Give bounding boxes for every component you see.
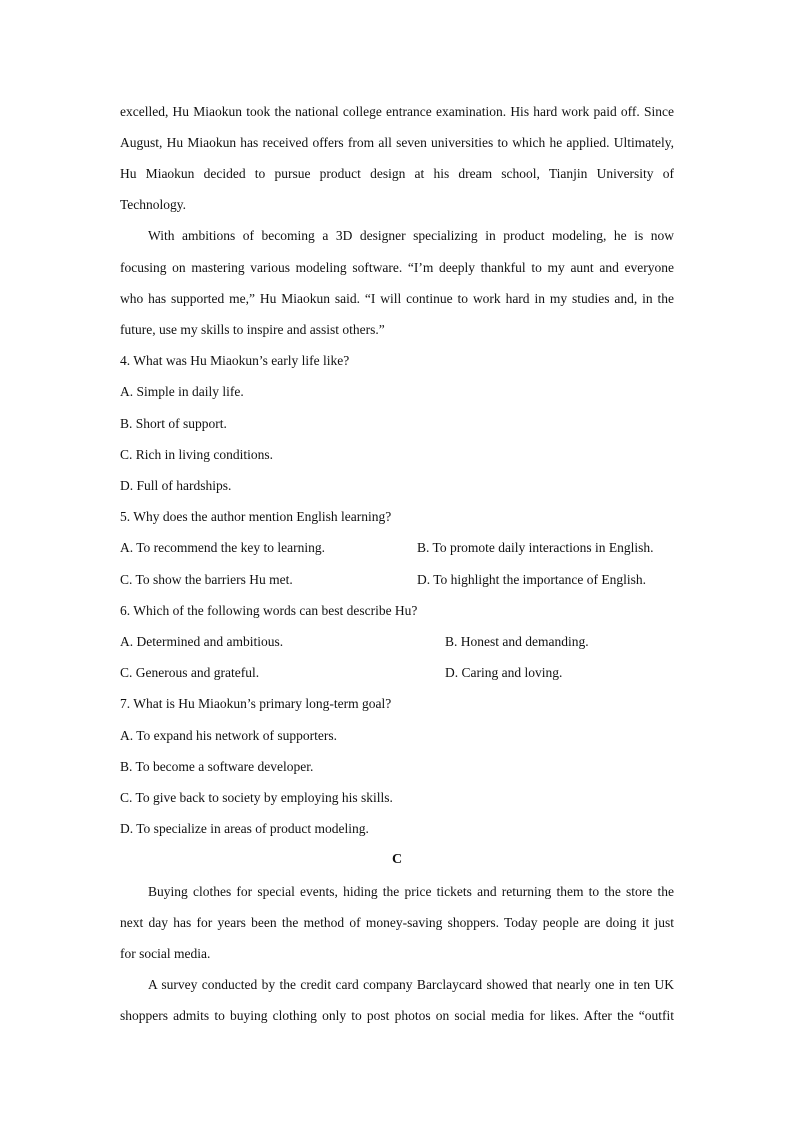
answer-option: D. To specialize in areas of product modeling. xyxy=(120,821,369,836)
passage-line: future, use my skills to inspire and assist others.” xyxy=(120,322,385,337)
answer-option: B. Honest and demanding. xyxy=(445,634,589,649)
section-heading: C xyxy=(391,852,403,867)
question-stem: 5. Why does the author mention English learning? xyxy=(120,509,392,524)
answer-option: C. Rich in living conditions. xyxy=(120,447,274,462)
passage-line: Hu Miaokun decided to pursue product design at his dream school, Tianjin University of xyxy=(120,166,674,181)
answer-option: A. Simple in daily life. xyxy=(120,384,244,399)
question-stem: 6. Which of the following words can best describe Hu? xyxy=(120,603,418,618)
passage-line: for social media. xyxy=(120,946,211,961)
answer-option: B. To become a software developer. xyxy=(120,759,314,774)
passage-line: who has supported me,” Hu Miaokun said. “I will continue to work hard in my studies and, in the xyxy=(120,291,674,306)
answer-option: A. To expand his network of supporters. xyxy=(120,728,338,743)
answer-option: A. To recommend the key to learning. xyxy=(120,540,325,555)
answer-option: D. Full of hardships. xyxy=(120,478,232,493)
answer-option: C. Generous and grateful. xyxy=(120,665,260,680)
answer-option: B. Short of support. xyxy=(120,416,227,431)
passage-line: With ambitions of becoming a 3D designer specializing in product modeling, he is now xyxy=(148,228,674,243)
passage-line: August, Hu Miaokun has received offers from all seven universities to which he applied. Ultimately, xyxy=(120,135,674,150)
answer-option: D. To highlight the importance of English. xyxy=(417,572,647,587)
answer-option: C. To show the barriers Hu met. xyxy=(120,572,293,587)
passage-line: shoppers admits to buying clothing only to post photos on social media for likes. After the “outfit xyxy=(120,1008,674,1023)
answer-option: C. To give back to society by employing his skills. xyxy=(120,790,393,805)
answer-option: D. Caring and loving. xyxy=(445,665,563,680)
question-stem: 7. What is Hu Miaokun’s primary long-term goal? xyxy=(120,696,392,711)
passage-line: A survey conducted by the credit card company Barclaycard showed that nearly one in ten UK xyxy=(148,977,674,992)
answer-option: B. To promote daily interactions in English. xyxy=(417,540,654,555)
passage-line: Technology. xyxy=(120,197,187,212)
answer-option: A. Determined and ambitious. xyxy=(120,634,284,649)
passage-line: next day has for years been the method of money-saving shoppers. Today people are doing it just xyxy=(120,915,674,930)
passage-line: focusing on mastering various modeling software. “I’m deeply thankful to my aunt and everyone xyxy=(120,260,674,275)
question-stem: 4. What was Hu Miaokun’s early life like? xyxy=(120,353,350,368)
passage-line: Buying clothes for special events, hiding the price tickets and returning them to the store the xyxy=(148,884,674,899)
passage-line: excelled, Hu Miaokun took the national college entrance examination. His hard work paid off. Since xyxy=(120,104,674,119)
